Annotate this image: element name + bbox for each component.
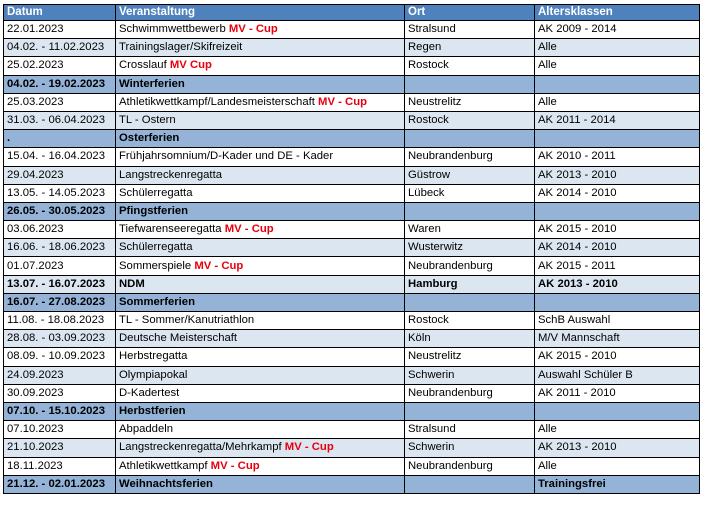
holiday-row (4, 202, 700, 220)
table-header-row (4, 5, 700, 21)
cell-event (116, 148, 405, 166)
cell-place: Stralsund (405, 21, 535, 39)
cell-date: 13.07. - 16.07.2023 (4, 275, 116, 293)
cell-date: 04.02. - 11.02.2023 (4, 39, 116, 57)
cell-place: Rostock (405, 111, 535, 129)
table-row (4, 148, 700, 166)
cell-date: 25.03.2023 (4, 93, 116, 111)
cell-age-classes: M/V Mannschaft (535, 330, 700, 348)
cell-place: Neustrelitz (405, 93, 535, 111)
event-name: Langstreckenregatta (119, 168, 222, 181)
holiday-row (4, 475, 700, 493)
cell-age-classes (535, 75, 700, 93)
cell-date: 16.06. - 18.06.2023 (4, 239, 116, 257)
cell-age-classes: AK 2010 - 2011 (535, 148, 700, 166)
event-name: Herbstferien (119, 405, 186, 418)
table-row (4, 384, 700, 402)
cell-age-classes: Trainingsfrei (535, 475, 700, 493)
cell-place (405, 293, 535, 311)
cell-age-classes: Alle (535, 421, 700, 439)
event-name: Athletikwettkampf/Landesmeisterschaft (119, 95, 315, 108)
event-name: Pfingstferien (119, 204, 189, 217)
cell-event (116, 257, 405, 275)
cell-age-classes: AK 2009 - 2014 (535, 21, 700, 39)
cell-date: 13.05. - 14.05.2023 (4, 184, 116, 202)
cell-date: 03.06.2023 (4, 221, 116, 239)
cell-age-classes (535, 293, 700, 311)
event-name: Frühjahrsomnium/D-Kader und DE - Kader (119, 150, 334, 163)
header-age-classes: Altersklassen (535, 5, 700, 21)
cell-age-classes: AK 2014 - 2010 (535, 184, 700, 202)
cell-place: Regen (405, 39, 535, 57)
cell-date: 30.09.2023 (4, 384, 116, 402)
cell-age-classes: Auswahl Schüler B (535, 366, 700, 384)
cell-place: Hamburg (405, 275, 535, 293)
table-row (4, 421, 700, 439)
cell-age-classes: AK 2013 - 2010 (535, 275, 700, 293)
event-name: Winterferien (119, 77, 185, 90)
cell-date: 26.05. - 30.05.2023 (4, 202, 116, 220)
cell-age-classes: AK 2013 - 2010 (535, 166, 700, 184)
cell-date: 21.12. - 02.01.2023 (4, 475, 116, 493)
cell-date: 28.08. - 03.09.2023 (4, 330, 116, 348)
cell-age-classes: AK 2014 - 2010 (535, 239, 700, 257)
cell-age-classes: AK 2015 - 2011 (535, 257, 700, 275)
mv-cup-badge: MV - Cup (228, 23, 278, 36)
cell-event (116, 421, 405, 439)
cell-age-classes (535, 202, 700, 220)
cell-age-classes: Alle (535, 457, 700, 475)
event-name: Herbstregatta (119, 350, 188, 363)
event-name: Schwimmwettbewerb (119, 23, 226, 36)
mv-cup-badge: MV - Cup (194, 259, 244, 272)
cell-event (116, 457, 405, 475)
cell-event (116, 384, 405, 402)
table-row (4, 457, 700, 475)
cell-place (405, 402, 535, 420)
cell-place: Neustrelitz (405, 348, 535, 366)
cell-place: Neubrandenburg (405, 457, 535, 475)
event-name: Olympiapokal (119, 368, 188, 381)
cell-date: 21.10.2023 (4, 439, 116, 457)
cell-place: Neubrandenburg (405, 257, 535, 275)
cell-event (116, 402, 405, 420)
table-row (4, 312, 700, 330)
table-row (4, 330, 700, 348)
event-name: Schülerregatta (119, 186, 193, 199)
event-name: Weihnachtsferien (119, 477, 213, 490)
cell-date: 07.10.2023 (4, 421, 116, 439)
event-name: TL - Sommer/Kanutriathlon (119, 314, 255, 327)
header-date: Datum (4, 5, 116, 21)
holiday-row (4, 293, 700, 311)
cell-event (116, 475, 405, 493)
cell-place: Neubrandenburg (405, 148, 535, 166)
cell-age-classes (535, 130, 700, 148)
cell-date: 18.11.2023 (4, 457, 116, 475)
table-row (4, 184, 700, 202)
cell-date: 15.04. - 16.04.2023 (4, 148, 116, 166)
cell-event (116, 312, 405, 330)
cell-age-classes: AK 2015 - 2010 (535, 348, 700, 366)
mv-cup-badge: MV - Cup (224, 223, 274, 236)
cell-place: Stralsund (405, 421, 535, 439)
cell-place: Güstrow (405, 166, 535, 184)
header-event: Veranstaltung (116, 5, 405, 21)
cell-date: 01.07.2023 (4, 257, 116, 275)
cell-event (116, 166, 405, 184)
cell-event (116, 93, 405, 111)
cell-date: 11.08. - 18.08.2023 (4, 312, 116, 330)
event-name: Osterferien (119, 132, 180, 145)
cell-event (116, 184, 405, 202)
cell-place: Schwerin (405, 366, 535, 384)
cell-event (116, 111, 405, 129)
mv-cup-badge: MV - Cup (210, 459, 260, 472)
holiday-row (4, 402, 700, 420)
cell-age-classes: Alle (535, 39, 700, 57)
table-row (4, 439, 700, 457)
table-body (4, 21, 700, 494)
holiday-row (4, 130, 700, 148)
table-row (4, 166, 700, 184)
holiday-row (4, 75, 700, 93)
cell-place: Rostock (405, 312, 535, 330)
event-name: Crosslauf (119, 59, 167, 72)
cell-age-classes: AK 2011 - 2010 (535, 384, 700, 402)
cell-date: 24.09.2023 (4, 366, 116, 384)
cell-event (116, 130, 405, 148)
mv-cup-badge: MV - Cup (284, 441, 334, 454)
cell-event (116, 348, 405, 366)
table-row (4, 348, 700, 366)
table-row (4, 111, 700, 129)
cell-date: . (4, 130, 116, 148)
cell-age-classes (535, 402, 700, 420)
cell-place: Neubrandenburg (405, 384, 535, 402)
event-name: Deutsche Meisterschaft (119, 332, 238, 345)
cell-event (116, 439, 405, 457)
cell-date: 31.03. - 06.04.2023 (4, 111, 116, 129)
table-row (4, 239, 700, 257)
cell-date: 16.07. - 27.08.2023 (4, 293, 116, 311)
event-name: Athletikwettkampf (119, 459, 208, 472)
event-name: Sommerferien (119, 295, 195, 308)
event-name: Trainingslager/Skifreizeit (119, 41, 243, 54)
table-row (4, 93, 700, 111)
cell-age-classes: AK 2015 - 2010 (535, 221, 700, 239)
cell-age-classes: Alle (535, 93, 700, 111)
event-calendar-table (3, 4, 700, 494)
table-row (4, 275, 700, 293)
cell-event (116, 330, 405, 348)
cell-place (405, 475, 535, 493)
cell-event (116, 221, 405, 239)
event-name: Tiefwarenseeregatta (119, 223, 222, 236)
cell-date: 04.02. - 19.02.2023 (4, 75, 116, 93)
event-name: TL - Ostern (119, 114, 176, 127)
cell-place (405, 202, 535, 220)
cell-age-classes: Alle (535, 57, 700, 75)
cell-event (116, 366, 405, 384)
cell-event (116, 39, 405, 57)
event-name: Schülerregatta (119, 241, 193, 254)
event-name: Langstreckenregatta/Mehrkampf (119, 441, 282, 454)
cell-date: 22.01.2023 (4, 21, 116, 39)
mv-cup-badge: MV - Cup (318, 95, 367, 108)
event-name: D-Kadertest (119, 386, 180, 399)
cell-event (116, 239, 405, 257)
event-name: Abpaddeln (119, 423, 174, 436)
table-row (4, 221, 700, 239)
table-row (4, 57, 700, 75)
event-name: NDM (119, 277, 145, 290)
event-name: Sommerspiele (119, 259, 195, 272)
cell-age-classes: AK 2011 - 2014 (535, 111, 700, 129)
cell-place (405, 130, 535, 148)
mv-cup-badge: MV Cup (169, 59, 212, 72)
cell-place: Schwerin (405, 439, 535, 457)
cell-place: Lübeck (405, 184, 535, 202)
cell-event (116, 293, 405, 311)
cell-place: Wusterwitz (405, 239, 535, 257)
cell-date: 07.10. - 15.10.2023 (4, 402, 116, 420)
table-row (4, 366, 700, 384)
table-row (4, 39, 700, 57)
header-place: Ort (405, 5, 535, 21)
table-row (4, 21, 700, 39)
cell-age-classes: SchB Auswahl (535, 312, 700, 330)
cell-date: 08.09. - 10.09.2023 (4, 348, 116, 366)
cell-date: 29.04.2023 (4, 166, 116, 184)
cell-place: Waren (405, 221, 535, 239)
cell-date: 25.02.2023 (4, 57, 116, 75)
cell-event (116, 57, 405, 75)
cell-place: Rostock (405, 57, 535, 75)
cell-event (116, 275, 405, 293)
cell-place (405, 75, 535, 93)
cell-event (116, 21, 405, 39)
cell-event (116, 202, 405, 220)
cell-place: Köln (405, 330, 535, 348)
table-row (4, 257, 700, 275)
cell-event (116, 75, 405, 93)
cell-age-classes: AK 2013 - 2010 (535, 439, 700, 457)
